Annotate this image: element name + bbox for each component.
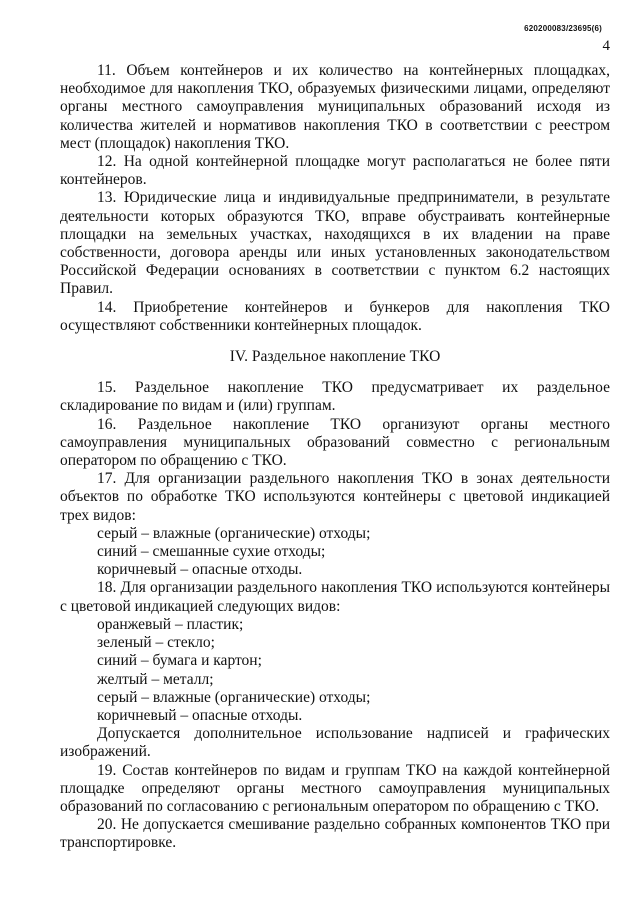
paragraph-18: 18. Для организации раздельного накопления ТКО используются контейнеры с цветовой индикацией следующих видов:	[60, 579, 610, 615]
document-body	[60, 62, 610, 853]
paragraph-15: 15. Раздельное накопление ТКО предусматривает их раздельное складирование по видам и (или) группам.	[60, 379, 610, 415]
paragraph-14: 14. Приобретение контейнеров и бункеров для накопления ТКО осуществляют собственники контейнерных площадок.	[60, 298, 610, 334]
paragraph-20: 20. Не допускается смешивание раздельно собранных компонентов ТКО при транспортировке.	[60, 816, 610, 852]
list-item: оранжевый – пластик;	[97, 615, 244, 633]
list-item: серый – влажные (органические) отходы;	[97, 524, 371, 542]
paragraph-12: 12. На одной контейнерной площадке могут располагаться не более пяти контейнеров.	[60, 153, 610, 189]
page-number: 4	[602, 38, 610, 54]
section-title: IV. Раздельное накопление ТКО	[229, 348, 441, 366]
paragraph-18-note: Допускается дополнительное использование надписей и графических изображений.	[60, 725, 610, 761]
color-list-18	[60, 616, 610, 725]
list-item: коричневый – опасные отходы.	[97, 706, 303, 724]
list-item: коричневый – опасные отходы.	[97, 561, 303, 579]
list-item: желтый – металл;	[97, 670, 214, 688]
paragraph-13: 13. Юридические лица и индивидуальные предприниматели, в результате деятельности которых образуются ТКО, вправе обустраивать контейнерные площадки на земельных участках, находящихся в их владении на праве собственности, договора аренды или иных установленных законодательством Российской Федерации основаниях в соответствии с пунктом 6.2 настоящих Правил.	[60, 189, 610, 298]
color-list-17	[60, 525, 610, 580]
document-id: 620200083/23695(6)	[524, 24, 602, 33]
list-item: синий – бумага и картон;	[97, 652, 262, 670]
paragraph-16: 16. Раздельное накопление ТКО организуют органы местного самоуправления муниципальных образований совместно с региональным оператором по обращению с ТКО.	[60, 415, 610, 470]
list-item: синий – смешанные сухие отходы;	[97, 543, 326, 561]
paragraph-11: 11. Объем контейнеров и их количество на контейнерных площадках, необходимое для накопления ТКО, образуемых физическими лицами, определяют органы местного самоуправления муниципальных образований исходя из количества жителей и нормативов накопления ТКО в соответствии с реестром мест (площадок) накопления ТКО.	[60, 62, 610, 152]
list-item: зеленый – стекло;	[97, 634, 215, 652]
paragraph-19: 19. Состав контейнеров по видам и группам ТКО на каждой контейнерной площадке определяют органы местного самоуправления муниципальных образований по согласованию с региональным оператором по обращению с ТКО.	[60, 761, 610, 815]
paragraph-17: 17. Для организации раздельного накопления ТКО в зонах деятельности объектов по обработке ТКО используются контейнеры с цветовой индикацией трех видов:	[60, 470, 610, 524]
list-item: серый – влажные (органические) отходы;	[97, 688, 371, 706]
